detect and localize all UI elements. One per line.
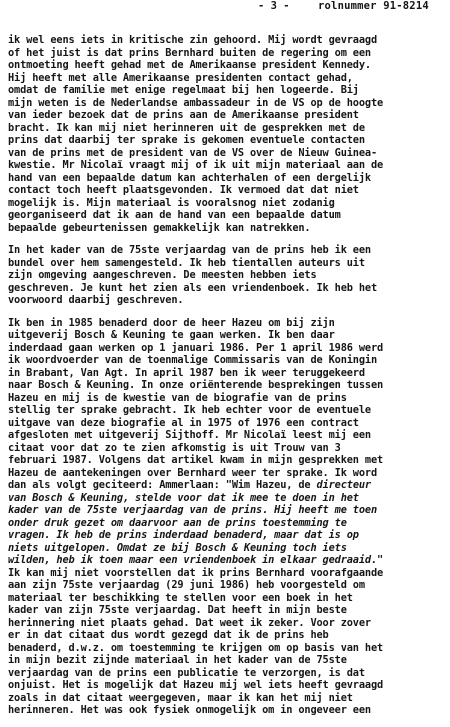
- text-line: In het kader van de 75ste verjaardag van de prins heb ik een: [8, 244, 371, 256]
- paragraph: [8, 244, 444, 307]
- text-line: Ik ben in 1985 benaderd door de heer Hazeu om bij zijn: [8, 316, 335, 329]
- quoted-text: wilden, heb ik toen maar een vriendenboek in elkaar gedraaid.": [8, 554, 384, 566]
- text-line: in mijn bezit zijnde materiaal in het kader van de 75ste: [8, 654, 347, 666]
- text-line: [8, 554, 444, 567]
- text-line: kader van zijn 75ste verjaardag. Dat heeft in mijn beste: [8, 604, 347, 616]
- text-line: van ieder bezoek dat de prins aan de Amerikaanse president: [8, 109, 359, 121]
- text-line: van de prins met de president van de VS over de Nieuw Guinea-: [8, 146, 378, 159]
- text-line: onjuist. Het is mogelijk dat Hazeu mij wel iets heeft gevraagd: [8, 679, 384, 691]
- text-line: [8, 492, 444, 505]
- text-line: Ik kan mij niet voorstellen dat ik prins Bernhard voorafgaande: [8, 566, 384, 579]
- text-line: contact toch heeft plaatsgevonden. Ik vermoed dat dat niet: [8, 184, 359, 196]
- quoted-text: kader van de 75ste verjaardag van de prins. Hij heeft me toen: [8, 504, 378, 516]
- text-line: bracht. Ik kan mij niet herinneren uit de gesprekken met de: [8, 121, 365, 134]
- text-line: zijn omgeving aangeschreven. De meesten hebben iets: [8, 269, 317, 281]
- text-line: of het juist is dat prins Bernhard buiten de regering om een: [8, 46, 371, 59]
- text-line: prins dat daarbij ter sprake is gekomen eventuele contacten: [8, 134, 365, 146]
- text-line: mogelijk is. Mijn materiaal is vooralsnog niet zodanig: [8, 196, 335, 209]
- text-line: citaat voor dat zo te zien afkomstig is uit Trouw van 3: [8, 441, 341, 454]
- text-line: uitgave van deze biografie al in 1975 of 1976 een contract: [8, 416, 359, 429]
- text-line: kwestie. Mr Nicolaï vraagt mij of ik uit mijn materiaal aan de: [8, 159, 384, 171]
- quoted-text: niets uitgelopen. Omdat ze bij Bosch & Keuning toch iets: [8, 541, 347, 554]
- text-line: hand van een bepaalde datum kan achterhalen of een dergelijk: [8, 171, 371, 184]
- text-line: afgesloten met uitgeverij Sijthoff. Mr Nicolaï leest mij een: [8, 429, 371, 441]
- text-line: verjaardag van de prins een publicatie te verzorgen, is dat: [8, 666, 365, 679]
- text-line: [8, 504, 444, 517]
- text-line: stellig ter sprake gebracht. Ik heb echter voor de eventuele: [8, 404, 371, 416]
- text-line: materiaal ter beschikking te stellen voor een boek in het: [8, 591, 353, 604]
- text-line: [8, 542, 444, 555]
- text-line: ik wel eens iets in kritische zin gehoord. Mij wordt gevraagd: [8, 34, 378, 46]
- text-line: benaderd, d.w.z. om toestemming te krijgen om op basis van het: [8, 641, 384, 654]
- document-body: [8, 34, 444, 727]
- text-line: [8, 529, 444, 542]
- quoted-text: directeur: [310, 479, 371, 491]
- text-line: aan zijn 75ste verjaardag (29 juni 1986) heb voorgesteld om: [8, 579, 365, 591]
- text-line: [8, 479, 444, 492]
- text-line: Hazeu en mij is de kwestie van de biografie van de prins: [8, 391, 347, 404]
- text-line: [8, 517, 444, 530]
- text-line: in Brabant, Van Agt. In april 1987 ben ik weer teruggekeerd: [8, 366, 365, 379]
- page-number: - 3 -: [258, 0, 290, 12]
- text-line: bundel over hem samengesteld. Ik heb tientallen auteurs uit: [8, 256, 365, 269]
- paragraph: [8, 317, 444, 717]
- text-line: geschreven. Je kunt het zien als een vriendenboek. Ik heb het: [8, 281, 378, 294]
- case-number: rolnummer 91-8214: [318, 0, 429, 12]
- text-line: zoals in dat citaat weergegeven, maar ik kan het mij niet: [8, 691, 353, 704]
- text-line: naar Bosch & Keuning. In onze oriënterende besprekingen tussen: [8, 379, 384, 391]
- text-line: herinneren. Het was ook fysiek onmogelijk om in ongeveer een: [8, 704, 371, 716]
- text-line: bepaalde gebeurtenissen gemakkelijk kan natrekken.: [8, 221, 311, 234]
- quoted-text: onder druk gezet om daarvoor aan de prins toestemming te: [8, 516, 347, 529]
- quoted-text: van Bosch & Keuning, stelde voor dat ik mee te doen in het: [8, 491, 359, 504]
- text-line: voorwoord daarbij geschreven.: [8, 294, 184, 306]
- text-line: mijn weten is de Nederlandse ambassadeur in de VS op de hoogte: [8, 96, 384, 109]
- quoted-text: vragen. Ik heb de prins inderdaad benaderd, maar dat is op: [8, 529, 359, 541]
- text-line: ontmoeting heeft gehad met de Amerikaanse president Kennedy.: [8, 59, 371, 71]
- text-line: georganiseerd dat ik aan de hand van een bepaalde datum: [8, 209, 341, 221]
- text-line: er in dat citaat dus wordt gezegd dat ik de prins heb: [8, 629, 329, 641]
- paragraph: [8, 34, 444, 234]
- text-line: februari 1987. Volgens dat artikel kwam in mijn gesprekken met: [8, 454, 384, 466]
- text-line: Hij heeft met alle Amerikaanse presidenten contact gehad,: [8, 71, 353, 84]
- text-segment: dan als volgt geciteerd: Ammerlaan: "Wim Hazeu, de: [8, 479, 311, 491]
- text-line: uitgeverij Bosch & Keuning te gaan werken. Ik ben daar: [8, 329, 335, 341]
- text-line: inderdaad gaan werken op 1 januari 1986. Per 1 april 1986 werd: [8, 341, 384, 354]
- text-line: omdat de familie met enige regelmaat bij hen logeerde. Bij: [8, 84, 359, 96]
- text-line: ik woordvoerder van de toenmalige Commissaris van de Koningin: [8, 354, 378, 366]
- text-line: herinnering niet plaats gehad. Dat weet ik zeker. Voor zover: [8, 616, 371, 629]
- text-line: Hazeu de aantekeningen over Bernhard weer ter sprake. Ik word: [8, 466, 378, 479]
